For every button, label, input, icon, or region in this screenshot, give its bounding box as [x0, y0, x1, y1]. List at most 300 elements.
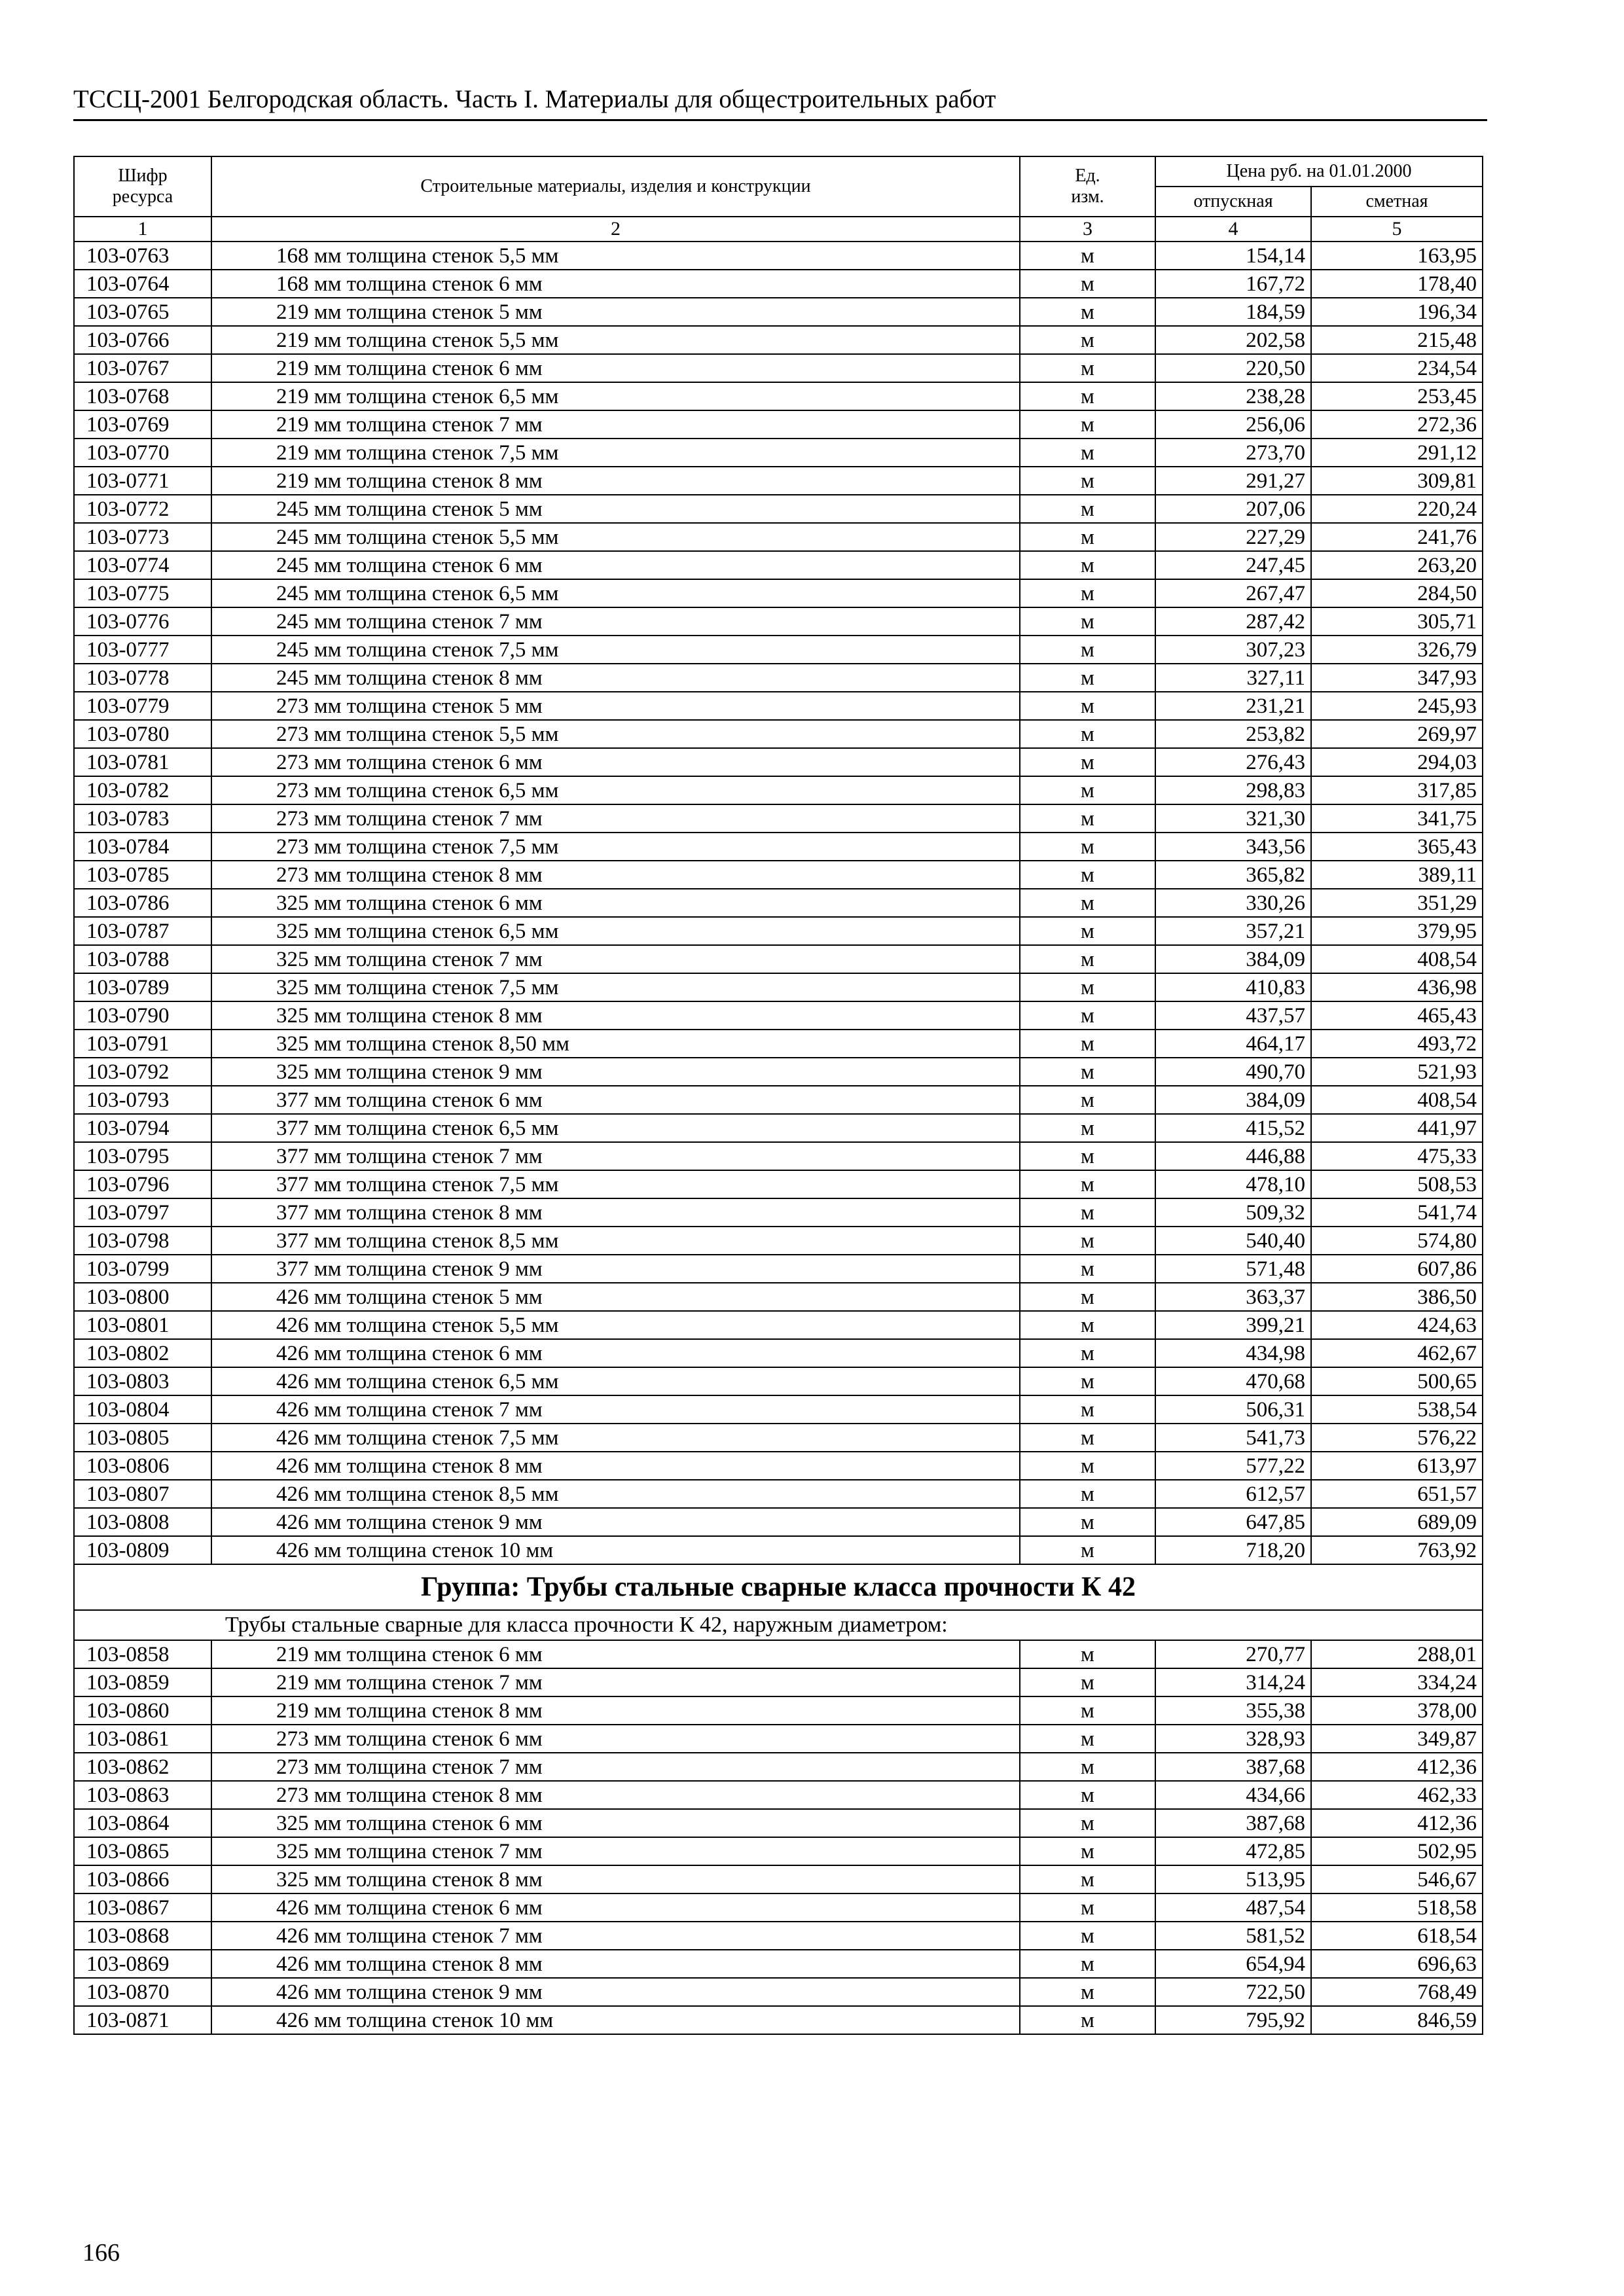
price-table [73, 156, 1483, 2035]
material-name-cell: 325 мм толщина стенок 6,5 мм [211, 917, 1020, 945]
table-row [74, 1086, 1483, 1114]
unit-cell: м [1020, 636, 1155, 664]
release-price-cell: 363,37 [1155, 1283, 1311, 1311]
estimate-price-cell: 462,67 [1311, 1339, 1483, 1367]
release-price-cell: 247,45 [1155, 551, 1311, 579]
table-row [74, 1142, 1483, 1170]
material-name-cell: 273 мм толщина стенок 6 мм [211, 748, 1020, 776]
release-price-cell: 437,57 [1155, 1001, 1311, 1030]
table-row [74, 1837, 1483, 1865]
resource-code-cell: 103-0775 [74, 579, 211, 607]
unit-cell: м [1020, 945, 1155, 973]
material-name-cell: 245 мм толщина стенок 5,5 мм [211, 523, 1020, 551]
material-name-cell: 273 мм толщина стенок 6 мм [211, 1725, 1020, 1753]
resource-code-cell: 103-0868 [74, 1922, 211, 1950]
resource-code-cell: 103-0778 [74, 664, 211, 692]
resource-code-cell: 103-0783 [74, 804, 211, 833]
table-row [74, 607, 1483, 636]
estimate-price-cell: 284,50 [1311, 579, 1483, 607]
unit-cell: м [1020, 1367, 1155, 1395]
table-row [74, 1809, 1483, 1837]
resource-code-cell: 103-0809 [74, 1536, 211, 1564]
release-price-cell: 357,21 [1155, 917, 1311, 945]
estimate-price-cell: 408,54 [1311, 945, 1483, 973]
unit-cell: м [1020, 1837, 1155, 1865]
estimate-price-cell: 326,79 [1311, 636, 1483, 664]
resource-code-cell: 103-0777 [74, 636, 211, 664]
estimate-price-cell: 613,97 [1311, 1452, 1483, 1480]
table-header-row [74, 156, 1483, 187]
unit-cell: м [1020, 973, 1155, 1001]
unit-cell: м [1020, 607, 1155, 636]
resource-code-cell: 103-0772 [74, 495, 211, 523]
table-row [74, 636, 1483, 664]
release-price-cell: 267,47 [1155, 579, 1311, 607]
resource-code-cell: 103-0789 [74, 973, 211, 1001]
column-number: 2 [211, 217, 1020, 242]
table-row [74, 833, 1483, 861]
material-name-cell: 273 мм толщина стенок 7 мм [211, 1753, 1020, 1781]
table-row [74, 861, 1483, 889]
unit-cell: м [1020, 551, 1155, 579]
unit-cell: м [1020, 861, 1155, 889]
release-price-cell: 647,85 [1155, 1508, 1311, 1536]
table-row [74, 1255, 1483, 1283]
resource-code-cell: 103-0806 [74, 1452, 211, 1480]
release-price-cell: 612,57 [1155, 1480, 1311, 1508]
estimate-price-cell: 163,95 [1311, 242, 1483, 270]
resource-code-cell: 103-0863 [74, 1781, 211, 1809]
table-row [74, 1170, 1483, 1198]
unit-cell: м [1020, 1922, 1155, 1950]
material-name-cell: 168 мм толщина стенок 5,5 мм [211, 242, 1020, 270]
release-price-cell: 328,93 [1155, 1725, 1311, 1753]
material-name-cell: 325 мм толщина стенок 8,50 мм [211, 1030, 1020, 1058]
resource-code-cell: 103-0861 [74, 1725, 211, 1753]
resource-code-cell: 103-0869 [74, 1950, 211, 1978]
unit-cell: м [1020, 1339, 1155, 1367]
release-price-cell: 513,95 [1155, 1865, 1311, 1893]
table-row [74, 917, 1483, 945]
release-price-cell: 581,52 [1155, 1922, 1311, 1950]
estimate-price-cell: 508,53 [1311, 1170, 1483, 1198]
estimate-price-cell: 689,09 [1311, 1508, 1483, 1536]
material-name-cell: 168 мм толщина стенок 6 мм [211, 270, 1020, 298]
resource-code-cell: 103-0862 [74, 1753, 211, 1781]
unit-cell: м [1020, 1001, 1155, 1030]
unit-cell: м [1020, 382, 1155, 410]
unit-cell: м [1020, 1424, 1155, 1452]
unit-cell: м [1020, 889, 1155, 917]
estimate-price-cell: 502,95 [1311, 1837, 1483, 1865]
estimate-price-cell: 349,87 [1311, 1725, 1483, 1753]
estimate-price-cell: 475,33 [1311, 1142, 1483, 1170]
estimate-price-cell: 538,54 [1311, 1395, 1483, 1424]
table-row [74, 1030, 1483, 1058]
estimate-price-cell: 412,36 [1311, 1809, 1483, 1837]
table-row [74, 1922, 1483, 1950]
material-name-cell: 219 мм толщина стенок 6,5 мм [211, 382, 1020, 410]
unit-cell: м [1020, 439, 1155, 467]
estimate-price-cell: 341,75 [1311, 804, 1483, 833]
release-price-cell: 291,27 [1155, 467, 1311, 495]
column-number: 3 [1020, 217, 1155, 242]
release-price-cell: 253,82 [1155, 720, 1311, 748]
column-number: 4 [1155, 217, 1311, 242]
release-price-cell: 540,40 [1155, 1227, 1311, 1255]
estimate-price-cell: 215,48 [1311, 326, 1483, 354]
release-price-cell: 238,28 [1155, 382, 1311, 410]
unit-cell: м [1020, 354, 1155, 382]
price-table-container [73, 156, 1482, 2035]
resource-code-cell: 103-0797 [74, 1198, 211, 1227]
unit-cell: м [1020, 804, 1155, 833]
estimate-price-cell: 272,36 [1311, 410, 1483, 439]
estimate-price-cell: 220,24 [1311, 495, 1483, 523]
resource-code-cell: 103-0766 [74, 326, 211, 354]
table-row [74, 804, 1483, 833]
material-name-cell: 426 мм толщина стенок 5,5 мм [211, 1311, 1020, 1339]
release-price-cell: 327,11 [1155, 664, 1311, 692]
unit-cell: м [1020, 1142, 1155, 1170]
resource-code-cell: 103-0780 [74, 720, 211, 748]
release-price-cell: 470,68 [1155, 1367, 1311, 1395]
estimate-price-cell: 263,20 [1311, 551, 1483, 579]
unit-cell: м [1020, 1480, 1155, 1508]
resource-code-cell: 103-0792 [74, 1058, 211, 1086]
estimate-price-cell: 696,63 [1311, 1950, 1483, 1978]
resource-code-cell: 103-0787 [74, 917, 211, 945]
table-row [74, 326, 1483, 354]
release-price-cell: 387,68 [1155, 1809, 1311, 1837]
release-price-cell: 490,70 [1155, 1058, 1311, 1086]
material-name-cell: 426 мм толщина стенок 7 мм [211, 1395, 1020, 1424]
release-price-cell: 478,10 [1155, 1170, 1311, 1198]
material-name-cell: 377 мм толщина стенок 7,5 мм [211, 1170, 1020, 1198]
column-number: 1 [74, 217, 211, 242]
table-row [74, 1865, 1483, 1893]
estimate-price-cell: 291,12 [1311, 439, 1483, 467]
resource-code-cell: 103-0858 [74, 1640, 211, 1668]
unit-cell: м [1020, 1865, 1155, 1893]
estimate-price-cell: 424,63 [1311, 1311, 1483, 1339]
release-price-cell: 365,82 [1155, 861, 1311, 889]
estimate-price-cell: 351,29 [1311, 889, 1483, 917]
table-row [74, 1311, 1483, 1339]
table-row [74, 2006, 1483, 2034]
table-row [74, 298, 1483, 326]
release-price-cell: 541,73 [1155, 1424, 1311, 1452]
resource-code-cell: 103-0793 [74, 1086, 211, 1114]
table-row [74, 354, 1483, 382]
release-price-cell: 415,52 [1155, 1114, 1311, 1142]
unit-cell: м [1020, 664, 1155, 692]
material-name-cell: 325 мм толщина стенок 6 мм [211, 889, 1020, 917]
table-row [74, 1395, 1483, 1424]
material-name-cell: 219 мм толщина стенок 5,5 мм [211, 326, 1020, 354]
material-name-cell: 377 мм толщина стенок 8,5 мм [211, 1227, 1020, 1255]
release-price-cell: 509,32 [1155, 1198, 1311, 1227]
release-price-cell: 384,09 [1155, 1086, 1311, 1114]
resource-code-cell: 103-0764 [74, 270, 211, 298]
resource-code-cell: 103-0870 [74, 1978, 211, 2006]
resource-code-cell: 103-0801 [74, 1311, 211, 1339]
unit-cell: м [1020, 1170, 1155, 1198]
estimate-price-cell: 294,03 [1311, 748, 1483, 776]
estimate-price-cell: 196,34 [1311, 298, 1483, 326]
table-row [74, 1978, 1483, 2006]
resource-code-cell: 103-0785 [74, 861, 211, 889]
release-price-cell: 314,24 [1155, 1668, 1311, 1696]
table-row [74, 1339, 1483, 1367]
material-name-cell: 325 мм толщина стенок 7 мм [211, 1837, 1020, 1865]
material-name-cell: 426 мм толщина стенок 6,5 мм [211, 1367, 1020, 1395]
table-row [74, 1227, 1483, 1255]
estimate-price-cell: 768,49 [1311, 1978, 1483, 2006]
unit-cell: м [1020, 833, 1155, 861]
estimate-price-cell: 493,72 [1311, 1030, 1483, 1058]
resource-code-cell: 103-0769 [74, 410, 211, 439]
material-name-cell: 325 мм толщина стенок 9 мм [211, 1058, 1020, 1086]
table-row [74, 748, 1483, 776]
table-row [74, 1480, 1483, 1508]
resource-code-cell: 103-0781 [74, 748, 211, 776]
resource-code-cell: 103-0802 [74, 1339, 211, 1367]
release-price-cell: 273,70 [1155, 439, 1311, 467]
release-price-cell: 472,85 [1155, 1837, 1311, 1865]
estimate-price-cell: 334,24 [1311, 1668, 1483, 1696]
estimate-price-cell: 500,65 [1311, 1367, 1483, 1395]
material-name-cell: 245 мм толщина стенок 7,5 мм [211, 636, 1020, 664]
estimate-price-cell: 462,33 [1311, 1781, 1483, 1809]
release-price-cell: 654,94 [1155, 1950, 1311, 1978]
unit-cell: м [1020, 1395, 1155, 1424]
material-name-cell: 325 мм толщина стенок 6 мм [211, 1809, 1020, 1837]
material-name-cell: 273 мм толщина стенок 6,5 мм [211, 776, 1020, 804]
material-name-cell: 426 мм толщина стенок 8,5 мм [211, 1480, 1020, 1508]
resource-code-cell: 103-0800 [74, 1283, 211, 1311]
unit-cell: м [1020, 1114, 1155, 1142]
material-name-cell: 426 мм толщина стенок 6 мм [211, 1339, 1020, 1367]
estimate-price-cell: 408,54 [1311, 1086, 1483, 1114]
material-name-cell: 426 мм толщина стенок 5 мм [211, 1283, 1020, 1311]
resource-code-cell: 103-0871 [74, 2006, 211, 2034]
release-price-cell: 722,50 [1155, 1978, 1311, 2006]
resource-code-cell: 103-0808 [74, 1508, 211, 1536]
table-row [74, 1893, 1483, 1922]
material-name-cell: 219 мм толщина стенок 7,5 мм [211, 439, 1020, 467]
release-price-cell: 487,54 [1155, 1893, 1311, 1922]
release-price-cell: 167,72 [1155, 270, 1311, 298]
estimate-price-cell: 763,92 [1311, 1536, 1483, 1564]
column-number: 5 [1311, 217, 1483, 242]
table-row [74, 720, 1483, 748]
resource-code-cell: 103-0798 [74, 1227, 211, 1255]
unit-cell: м [1020, 1753, 1155, 1781]
resource-code-cell: 103-0859 [74, 1668, 211, 1696]
table-row [74, 467, 1483, 495]
estimate-price-cell: 607,86 [1311, 1255, 1483, 1283]
estimate-price-cell: 521,93 [1311, 1058, 1483, 1086]
table-row [74, 1950, 1483, 1978]
table-row [74, 1536, 1483, 1564]
table-row [74, 1424, 1483, 1452]
table-row [74, 242, 1483, 270]
resource-code-cell: 103-0771 [74, 467, 211, 495]
resource-code-cell: 103-0774 [74, 551, 211, 579]
estimate-price-cell: 412,36 [1311, 1753, 1483, 1781]
estimate-price-cell: 651,57 [1311, 1480, 1483, 1508]
release-price-cell: 410,83 [1155, 973, 1311, 1001]
material-name-cell: 377 мм толщина стенок 8 мм [211, 1198, 1020, 1227]
estimate-price-cell: 378,00 [1311, 1696, 1483, 1725]
material-name-cell: 219 мм толщина стенок 6 мм [211, 1640, 1020, 1668]
unit-cell: м [1020, 1508, 1155, 1536]
estimate-price-cell: 436,98 [1311, 973, 1483, 1001]
release-price-cell: 256,06 [1155, 410, 1311, 439]
unit-cell: м [1020, 1086, 1155, 1114]
unit-cell: м [1020, 242, 1155, 270]
resource-code-cell: 103-0791 [74, 1030, 211, 1058]
unit-cell: м [1020, 1978, 1155, 2006]
table-row [74, 1781, 1483, 1809]
resource-code-cell: 103-0795 [74, 1142, 211, 1170]
table-row [74, 889, 1483, 917]
col-header-unit: Ед. изм. [1020, 156, 1155, 217]
table-row [74, 664, 1483, 692]
estimate-price-cell: 541,74 [1311, 1198, 1483, 1227]
material-name-cell: 377 мм толщина стенок 9 мм [211, 1255, 1020, 1283]
resource-code-cell: 103-0786 [74, 889, 211, 917]
resource-code-cell: 103-0782 [74, 776, 211, 804]
resource-code-cell: 103-0768 [74, 382, 211, 410]
release-price-cell: 207,06 [1155, 495, 1311, 523]
release-price-cell: 446,88 [1155, 1142, 1311, 1170]
estimate-price-cell: 389,11 [1311, 861, 1483, 889]
table-row [74, 1452, 1483, 1480]
unit-cell: м [1020, 1809, 1155, 1837]
unit-cell: м [1020, 1311, 1155, 1339]
resource-code-cell: 103-0867 [74, 1893, 211, 1922]
unit-cell: м [1020, 1198, 1155, 1227]
material-name-cell: 273 мм толщина стенок 8 мм [211, 1781, 1020, 1809]
unit-cell: м [1020, 1725, 1155, 1753]
col-header-code: Шифр ресурса [74, 156, 211, 217]
table-row [74, 1001, 1483, 1030]
release-price-cell: 506,31 [1155, 1395, 1311, 1424]
unit-cell: м [1020, 748, 1155, 776]
release-price-cell: 202,58 [1155, 326, 1311, 354]
unit-cell: м [1020, 467, 1155, 495]
resource-code-cell: 103-0860 [74, 1696, 211, 1725]
table-row [74, 1114, 1483, 1142]
resource-code-cell: 103-0763 [74, 242, 211, 270]
material-name-cell: 426 мм толщина стенок 10 мм [211, 1536, 1020, 1564]
estimate-price-cell: 317,85 [1311, 776, 1483, 804]
estimate-price-cell: 347,93 [1311, 664, 1483, 692]
resource-code-cell: 103-0805 [74, 1424, 211, 1452]
estimate-price-cell: 245,93 [1311, 692, 1483, 720]
page-header: ТССЦ-2001 Белгородская область. Часть I. Материалы для общестроительных работ [73, 84, 1487, 121]
material-name-cell: 273 мм толщина стенок 7,5 мм [211, 833, 1020, 861]
material-name-cell: 273 мм толщина стенок 7 мм [211, 804, 1020, 833]
resource-code-cell: 103-0776 [74, 607, 211, 636]
release-price-cell: 355,38 [1155, 1696, 1311, 1725]
resource-code-cell: 103-0803 [74, 1367, 211, 1395]
resource-code-cell: 103-0770 [74, 439, 211, 467]
estimate-price-cell: 465,43 [1311, 1001, 1483, 1030]
group-heading: Группа: Трубы стальные сварные класса прочности К 42 [74, 1564, 1483, 1610]
material-name-cell: 219 мм толщина стенок 8 мм [211, 1696, 1020, 1725]
material-name-cell: 426 мм толщина стенок 7 мм [211, 1922, 1020, 1950]
unit-cell: м [1020, 410, 1155, 439]
unit-cell: м [1020, 1255, 1155, 1283]
col-header-name: Строительные материалы, изделия и конструкции [211, 156, 1020, 217]
estimate-price-cell: 365,43 [1311, 833, 1483, 861]
table-row [74, 973, 1483, 1001]
resource-code-cell: 103-0796 [74, 1170, 211, 1198]
estimate-price-cell: 309,81 [1311, 467, 1483, 495]
table-row [74, 523, 1483, 551]
resource-code-cell: 103-0864 [74, 1809, 211, 1837]
unit-cell: м [1020, 917, 1155, 945]
release-price-cell: 307,23 [1155, 636, 1311, 664]
material-name-cell: 245 мм толщина стенок 7 мм [211, 607, 1020, 636]
release-price-cell: 718,20 [1155, 1536, 1311, 1564]
release-price-cell: 298,83 [1155, 776, 1311, 804]
material-name-cell: 245 мм толщина стенок 5 мм [211, 495, 1020, 523]
release-price-cell: 434,98 [1155, 1339, 1311, 1367]
table-row [74, 551, 1483, 579]
release-price-cell: 270,77 [1155, 1640, 1311, 1668]
resource-code-cell: 103-0784 [74, 833, 211, 861]
col-header-estimate-price: сметная [1311, 187, 1483, 217]
col-header-release-price: отпускная [1155, 187, 1311, 217]
estimate-price-cell: 441,97 [1311, 1114, 1483, 1142]
material-name-cell: 426 мм толщина стенок 10 мм [211, 2006, 1020, 2034]
material-name-cell: 325 мм толщина стенок 7 мм [211, 945, 1020, 973]
group-heading-row [74, 1564, 1483, 1610]
table-row [74, 776, 1483, 804]
material-name-cell: 377 мм толщина стенок 7 мм [211, 1142, 1020, 1170]
material-name-cell: 325 мм толщина стенок 8 мм [211, 1865, 1020, 1893]
unit-cell: м [1020, 523, 1155, 551]
estimate-price-cell: 241,76 [1311, 523, 1483, 551]
material-name-cell: 426 мм толщина стенок 9 мм [211, 1508, 1020, 1536]
table-row [74, 1725, 1483, 1753]
release-price-cell: 577,22 [1155, 1452, 1311, 1480]
table-row [74, 1668, 1483, 1696]
material-name-cell: 325 мм толщина стенок 8 мм [211, 1001, 1020, 1030]
unit-cell: м [1020, 1893, 1155, 1922]
material-name-cell: 219 мм толщина стенок 7 мм [211, 410, 1020, 439]
release-price-cell: 227,29 [1155, 523, 1311, 551]
material-name-cell: 219 мм толщина стенок 6 мм [211, 354, 1020, 382]
resource-code-cell: 103-0794 [74, 1114, 211, 1142]
material-name-cell: 273 мм толщина стенок 5 мм [211, 692, 1020, 720]
release-price-cell: 384,09 [1155, 945, 1311, 973]
table-row [74, 1753, 1483, 1781]
estimate-price-cell: 379,95 [1311, 917, 1483, 945]
resource-code-cell: 103-0865 [74, 1837, 211, 1865]
release-price-cell: 220,50 [1155, 354, 1311, 382]
resource-code-cell: 103-0788 [74, 945, 211, 973]
estimate-price-cell: 574,80 [1311, 1227, 1483, 1255]
table-row [74, 270, 1483, 298]
estimate-price-cell: 288,01 [1311, 1640, 1483, 1668]
page-number: 166 [82, 2239, 120, 2267]
estimate-price-cell: 546,67 [1311, 1865, 1483, 1893]
